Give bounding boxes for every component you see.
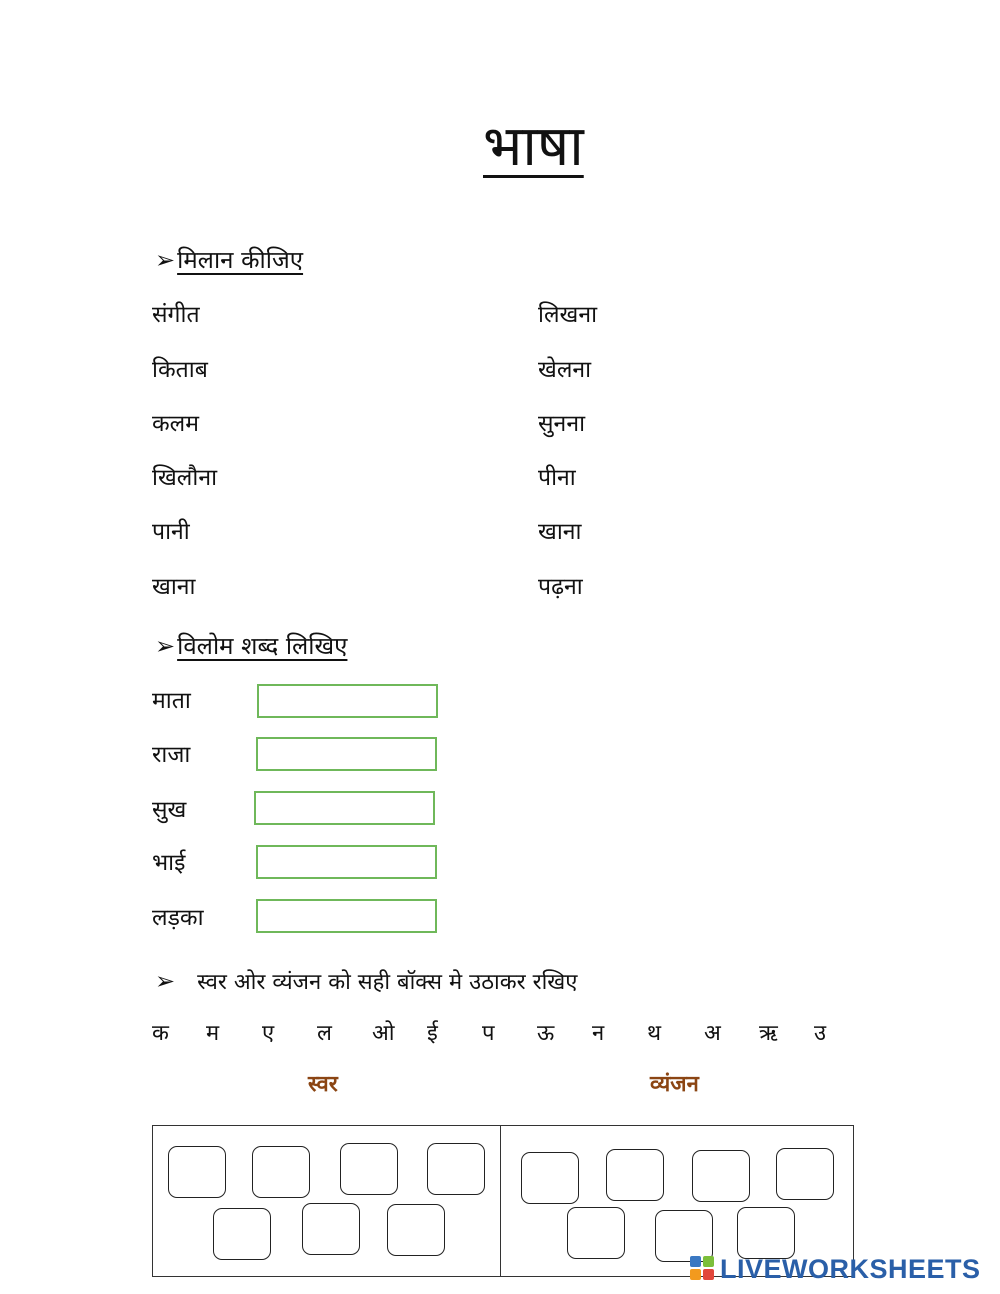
consonant-drop-box[interactable] [776, 1148, 834, 1200]
match-left-word[interactable]: कलम [152, 411, 200, 437]
match-left-word[interactable]: खाना [152, 574, 196, 600]
consonant-drop-box[interactable] [606, 1149, 664, 1201]
match-left-word[interactable]: खिलौना [152, 465, 218, 491]
liveworksheets-logo-text-rest: WORKSHEETS [782, 1253, 981, 1284]
match-right-word[interactable]: पढ़ना [538, 574, 583, 600]
consonant-drop-box[interactable] [567, 1207, 625, 1259]
liveworksheets-logo-icon [690, 1256, 716, 1282]
vowel-drop-box[interactable] [427, 1143, 485, 1195]
match-left-word[interactable]: संगीत [152, 302, 200, 328]
sorting-table-divider [500, 1125, 501, 1277]
arrow-bullet-icon: ➢ [155, 967, 176, 995]
draggable-letter[interactable]: अ [704, 1021, 721, 1046]
match-right-word[interactable]: खेलना [538, 357, 592, 383]
antonym-answer-input[interactable] [257, 684, 438, 718]
vowel-drop-box[interactable] [340, 1143, 398, 1195]
consonant-drop-box[interactable] [692, 1150, 750, 1202]
consonants-column-heading: व्यंजन [650, 1072, 699, 1097]
draggable-letter[interactable]: ई [427, 1021, 438, 1046]
draggable-letter[interactable]: म [206, 1021, 220, 1046]
match-left-word[interactable]: किताब [152, 357, 208, 383]
section-heading-sort [155, 965, 577, 999]
match-right-word[interactable]: खाना [538, 519, 582, 545]
antonym-word: लड़का [152, 905, 204, 931]
liveworksheets-logo-text-live: LIVE [720, 1253, 783, 1284]
vowel-drop-box[interactable] [168, 1146, 226, 1198]
draggable-letter[interactable]: ऋ [759, 1021, 778, 1046]
antonym-word: भाई [152, 850, 186, 876]
draggable-letter[interactable]: ओ [372, 1021, 395, 1046]
section-heading-match-text: मिलान कीजिए [177, 246, 304, 274]
match-left-word[interactable]: पानी [152, 519, 190, 545]
draggable-letter[interactable]: न [592, 1021, 605, 1046]
arrow-bullet-icon: ➢ [155, 246, 176, 274]
antonym-answer-input[interactable] [254, 791, 435, 825]
draggable-letter[interactable]: थ [647, 1021, 662, 1046]
section-heading-antonyms-text: विलोम शब्द लिखिए [177, 632, 348, 660]
draggable-letter[interactable]: ऊ [537, 1021, 555, 1046]
section-heading-sort-text: स्वर ओर व्यंजन को सही बॉक्स मे उठाकर रखिए [197, 970, 578, 995]
arrow-bullet-icon: ➢ [155, 632, 176, 660]
liveworksheets-logo [690, 1252, 981, 1286]
vowel-drop-box[interactable] [252, 1146, 310, 1198]
antonym-word: माता [152, 688, 191, 714]
draggable-letter[interactable]: उ [814, 1021, 827, 1046]
vowel-drop-box[interactable] [387, 1204, 445, 1256]
vowels-column-heading: स्वर [308, 1072, 338, 1097]
draggable-letter[interactable]: क [152, 1021, 169, 1046]
section-heading-match [155, 244, 303, 276]
antonym-word: सुख [152, 797, 187, 823]
draggable-letter[interactable]: ए [262, 1021, 275, 1046]
vowel-drop-box[interactable] [213, 1208, 271, 1260]
consonant-drop-box[interactable] [521, 1152, 579, 1204]
match-right-word[interactable]: पीना [538, 465, 576, 491]
match-right-word[interactable]: सुनना [538, 411, 586, 437]
antonym-answer-input[interactable] [256, 899, 437, 933]
section-heading-antonyms [155, 630, 347, 662]
page-title: भाषा [483, 114, 584, 179]
draggable-letter[interactable]: ल [317, 1021, 332, 1046]
draggable-letter[interactable]: प [482, 1021, 495, 1046]
antonym-answer-input[interactable] [256, 845, 437, 879]
antonym-word: राजा [152, 742, 191, 768]
antonym-answer-input[interactable] [256, 737, 437, 771]
match-right-word[interactable]: लिखना [538, 302, 598, 328]
vowel-drop-box[interactable] [302, 1203, 360, 1255]
